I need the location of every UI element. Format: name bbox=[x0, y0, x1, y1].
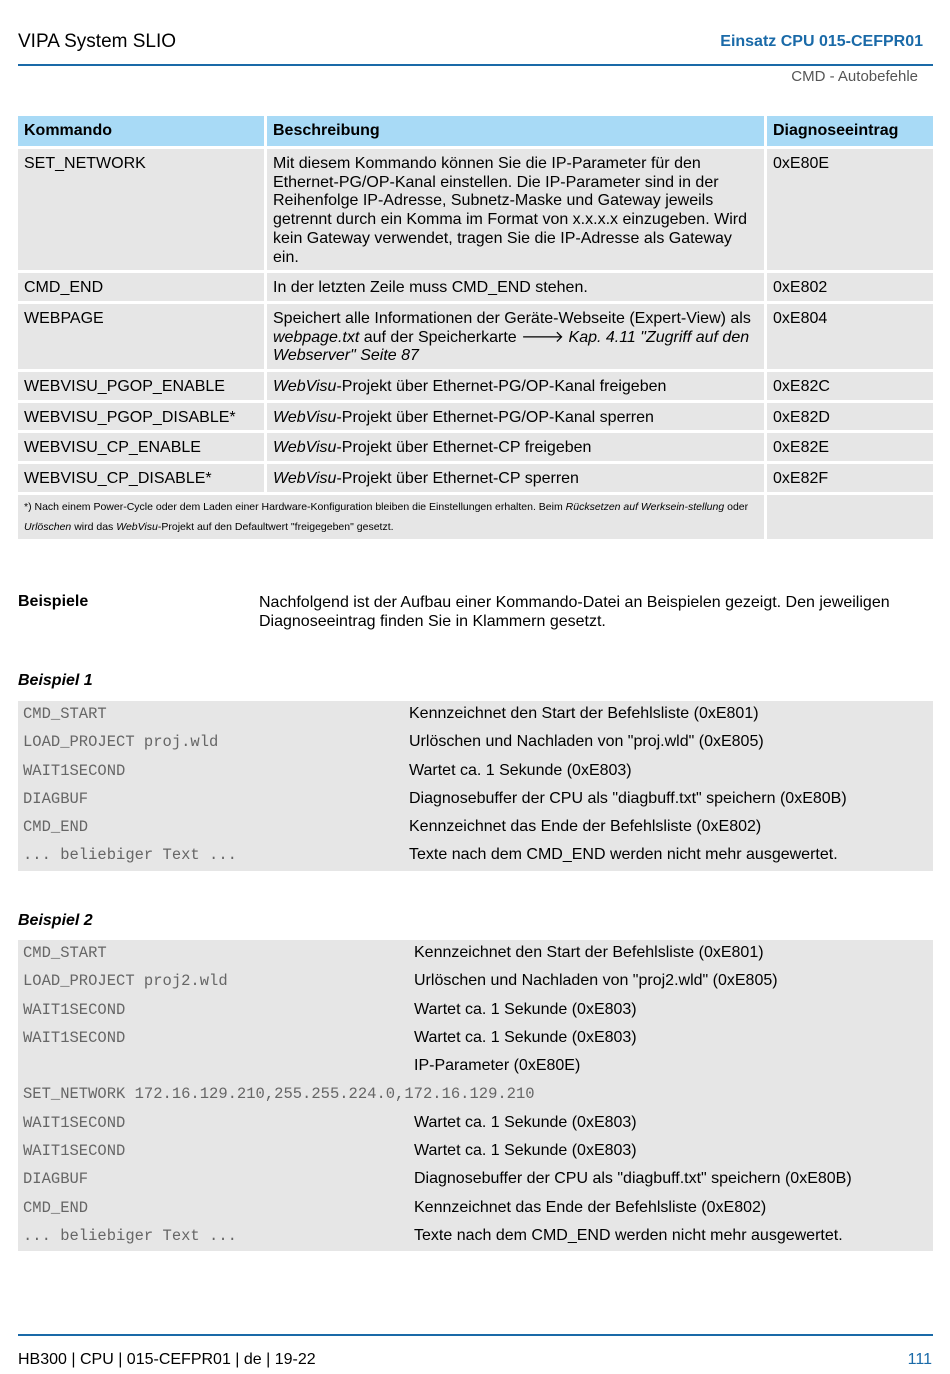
footnote-cell bbox=[18, 495, 764, 539]
example-row bbox=[18, 814, 933, 842]
code-description: Kennzeichnet den Start der Befehlsliste (0xE801) bbox=[409, 705, 759, 722]
example-row bbox=[18, 1166, 933, 1194]
footer-document-id: HB300 | CPU | 015-CEFPR01 | de | 19-22 bbox=[18, 1351, 316, 1368]
description-text: -Projekt über Ethernet-PG/OP-Kanal freigeben bbox=[336, 378, 667, 396]
footnote-text: *) Nach einem Power-Cycle oder dem Laden einer Hardware-Konfiguration bleiben die Einstellungen erhalten. Beim bbox=[24, 500, 566, 513]
description-cell bbox=[267, 433, 764, 461]
footnote-text: Rücksetzen auf Werksein-stellung bbox=[565, 500, 725, 513]
code-line: WAIT1SECOND bbox=[23, 1142, 126, 1161]
code-line: WAIT1SECOND bbox=[23, 1113, 126, 1132]
diagnostic-cell: 0xE82C bbox=[767, 372, 933, 400]
code-description: Wartet ca. 1 Sekunde (0xE803) bbox=[409, 761, 632, 779]
table-row bbox=[18, 464, 933, 492]
chapter-reference-link[interactable]: Kap. 4.11 "Zugriff auf den Webserver" Seite 87 bbox=[273, 328, 750, 365]
code-description: Kennzeichnet das Ende der Befehlsliste (0xE802) bbox=[409, 818, 762, 836]
table-row bbox=[18, 149, 933, 270]
code-line: SET_NETWORK 172.16.129.210,255.255.224.0,172.16.129.210 bbox=[23, 1085, 535, 1104]
example-row bbox=[18, 940, 933, 968]
example-2-box bbox=[18, 940, 933, 1251]
description-cell: In der letzten Zeile muss CMD_END stehen. bbox=[267, 273, 764, 301]
empty-cell bbox=[767, 495, 933, 539]
example-row bbox=[18, 1081, 933, 1109]
code-line: DIAGBUF bbox=[23, 1170, 89, 1189]
description-cell bbox=[267, 403, 764, 431]
command-cell: WEBVISU_CP_ENABLE bbox=[18, 433, 264, 461]
code-line: WAIT1SECOND bbox=[23, 761, 126, 780]
example-row bbox=[18, 701, 933, 729]
code-line: CMD_START bbox=[23, 705, 107, 723]
diagnostic-cell: 0xE82F bbox=[767, 464, 933, 492]
diagnostic-cell: 0xE804 bbox=[767, 304, 933, 369]
description-text: Speichert alle Informationen der Geräte-Webseite (Expert-View) als bbox=[273, 309, 751, 327]
footnote-text: wird das bbox=[71, 520, 117, 533]
filename-text: webpage.txt bbox=[273, 328, 360, 346]
code-line: LOAD_PROJECT proj.wld bbox=[23, 733, 219, 752]
section-title: CMD - Autobefehle bbox=[791, 68, 918, 85]
code-line: CMD_START bbox=[23, 944, 107, 962]
reference-arrow-icon: 🡒 bbox=[521, 328, 565, 346]
description-cell bbox=[267, 304, 764, 369]
command-cell: CMD_END bbox=[18, 273, 264, 301]
column-header-diagnoseeintrag: Diagnoseeintrag bbox=[767, 116, 933, 146]
command-cell: WEBVISU_PGOP_DISABLE* bbox=[18, 403, 264, 431]
example-row bbox=[18, 842, 933, 870]
table-row bbox=[18, 433, 933, 461]
code-line: DIAGBUF bbox=[23, 789, 89, 808]
code-line: ... beliebiger Text ... bbox=[23, 1226, 237, 1245]
command-table bbox=[15, 113, 936, 542]
code-line: WAIT1SECOND bbox=[23, 1028, 126, 1047]
footnote-text: WebVisu bbox=[116, 520, 158, 533]
example-row bbox=[18, 997, 933, 1025]
example-row bbox=[18, 1223, 933, 1251]
description-text: -Projekt über Ethernet-CP sperren bbox=[336, 470, 579, 488]
example-row bbox=[18, 1025, 933, 1053]
footnote-text: Urlöschen bbox=[24, 520, 72, 533]
column-header-kommando: Kommando bbox=[18, 116, 264, 146]
description-cell bbox=[267, 464, 764, 492]
example-2-title: Beispiel 2 bbox=[18, 912, 93, 929]
header-divider bbox=[18, 64, 933, 66]
command-cell: WEBVISU_CP_DISABLE* bbox=[18, 464, 264, 492]
code-line: CMD_END bbox=[23, 1198, 89, 1217]
table-header-row bbox=[18, 116, 933, 146]
code-description: Wartet ca. 1 Sekunde (0xE803) bbox=[414, 1028, 637, 1046]
example-row bbox=[18, 1110, 933, 1138]
code-line: CMD_END bbox=[23, 818, 89, 837]
code-description: Kennzeichnet den Start der Befehlsliste (0xE801) bbox=[414, 944, 764, 961]
footnote-text: oder bbox=[724, 500, 749, 513]
description-text: -Projekt über Ethernet-PG/OP-Kanal sperren bbox=[336, 408, 654, 426]
code-line: ... beliebiger Text ... bbox=[23, 846, 237, 865]
code-line: LOAD_PROJECT proj2.wld bbox=[23, 972, 228, 991]
example-row bbox=[18, 968, 933, 996]
example-row bbox=[18, 758, 933, 786]
webvisu-text: WebVisu bbox=[273, 470, 337, 488]
code-description: Urlöschen und Nachladen von "proj2.wld" (0xE805) bbox=[414, 972, 778, 990]
footnote-text: -Projekt auf den Defaultwert "freigegeben" gesetzt. bbox=[157, 520, 394, 533]
description-text: -Projekt über Ethernet-CP freigeben bbox=[336, 439, 592, 457]
webvisu-text: WebVisu bbox=[273, 408, 337, 426]
example-row bbox=[18, 1138, 933, 1166]
example-row bbox=[18, 1053, 933, 1081]
code-description: Diagnosebuffer der CPU als "diagbuff.txt" speichern (0xE80B) bbox=[414, 1170, 852, 1188]
example-row bbox=[18, 729, 933, 757]
description-cell: Mit diesem Kommando können Sie die IP-Parameter für den Ethernet-PG/OP-Kanal einstellen. Die IP-Parameter sind in der Reihenfolge IP-Adresse, Subnetz-Maske und Gateway jeweils getrennt durch ein Komma im Format von x.x.x.x einzugeben. Wird kein Gateway verwendet, tragen Sie die IP-Adresse als Gateway ein. bbox=[267, 149, 764, 270]
table-row bbox=[18, 403, 933, 431]
code-description: Diagnosebuffer der CPU als "diagbuff.txt" speichern (0xE80B) bbox=[409, 789, 847, 807]
code-description: Kennzeichnet das Ende der Befehlsliste (0xE802) bbox=[414, 1198, 767, 1216]
example-row bbox=[18, 786, 933, 814]
example-row bbox=[18, 1195, 933, 1223]
diagnostic-cell: 0xE82E bbox=[767, 433, 933, 461]
table-row bbox=[18, 372, 933, 400]
table-footnote-row bbox=[18, 495, 933, 539]
webvisu-text: WebVisu bbox=[273, 439, 337, 457]
page-number: 111 bbox=[907, 1351, 932, 1368]
command-cell: WEBVISU_PGOP_ENABLE bbox=[18, 372, 264, 400]
code-description: Texte nach dem CMD_END werden nicht mehr ausgewertet. bbox=[409, 846, 838, 864]
webvisu-text: WebVisu bbox=[273, 378, 337, 396]
footer-divider bbox=[18, 1334, 933, 1336]
code-description: Texte nach dem CMD_END werden nicht mehr ausgewertet. bbox=[414, 1226, 843, 1244]
example-1-title: Beispiel 1 bbox=[18, 672, 93, 689]
description-cell bbox=[267, 372, 764, 400]
code-description: IP-Parameter (0xE80E) bbox=[414, 1057, 581, 1075]
diagnostic-cell: 0xE802 bbox=[767, 273, 933, 301]
examples-intro: Nachfolgend ist der Aufbau einer Kommando-Datei an Beispielen gezeigt. Den jeweiligen Diagnoseeintrag finden Sie in Klammern gesetzt. bbox=[259, 594, 890, 630]
command-cell: WEBPAGE bbox=[18, 304, 264, 369]
diagnostic-cell: 0xE80E bbox=[767, 149, 933, 270]
code-line: WAIT1SECOND bbox=[23, 1000, 126, 1019]
table-row bbox=[18, 273, 933, 301]
code-description: Urlöschen und Nachladen von "proj.wld" (0xE805) bbox=[409, 733, 764, 751]
code-description: Wartet ca. 1 Sekunde (0xE803) bbox=[414, 1000, 637, 1018]
description-text: auf der Speicherkarte bbox=[359, 328, 522, 346]
example-1-box bbox=[18, 701, 933, 871]
chapter-title: Einsatz CPU 015-CEFPR01 bbox=[720, 33, 923, 50]
table-row bbox=[18, 304, 933, 369]
command-cell: SET_NETWORK bbox=[18, 149, 264, 270]
code-description: Wartet ca. 1 Sekunde (0xE803) bbox=[414, 1142, 637, 1160]
column-header-beschreibung: Beschreibung bbox=[267, 116, 764, 146]
manual-title: VIPA System SLIO bbox=[18, 31, 177, 52]
examples-label: Beispiele bbox=[18, 593, 89, 610]
code-description: Wartet ca. 1 Sekunde (0xE803) bbox=[414, 1113, 637, 1131]
diagnostic-cell: 0xE82D bbox=[767, 403, 933, 431]
